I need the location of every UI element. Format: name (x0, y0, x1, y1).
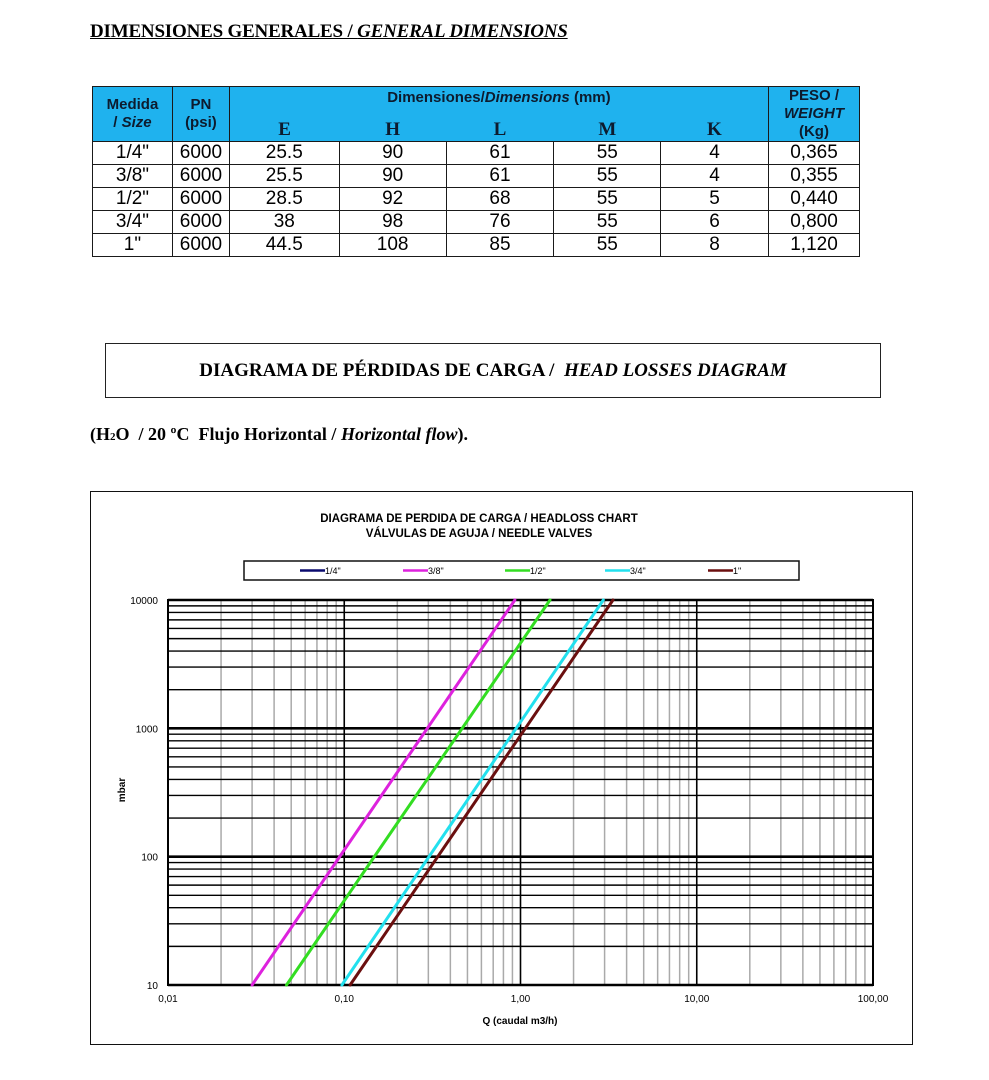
section-title-main: DIMENSIONES GENERALES / (90, 21, 358, 42)
legend-label: 1/2" (530, 566, 546, 576)
cell-pn: 6000 (172, 165, 229, 188)
cell-size: 3/8" (93, 165, 173, 188)
header-size-line1: Medida (106, 96, 159, 113)
banner-main: DIAGRAMA DE PÉRDIDAS DE CARGA / (199, 359, 564, 381)
cell-m: 55 (554, 234, 661, 257)
chart-title: DIAGRAMA DE PERDIDA DE CARGA / HEADLOSS CHART (320, 513, 638, 525)
cell-k: 4 (661, 142, 769, 165)
section-title-italic: GENERAL DIMENSIONS (357, 21, 568, 42)
cell-e: 28.5 (229, 188, 339, 211)
header-col-k: K (661, 111, 769, 142)
cell-weight: 0,355 (768, 165, 859, 188)
cell-weight: 0,365 (768, 142, 859, 165)
cell-pn: 6000 (172, 142, 229, 165)
cell-m: 55 (554, 211, 661, 234)
header-dim-main: Dimensiones/ (387, 89, 485, 106)
header-col-m: M (554, 111, 661, 142)
header-dim-unit: (mm) (569, 89, 611, 106)
header-size-prefix: / (113, 114, 122, 131)
series-line-2 (287, 600, 551, 985)
cell-e: 38 (229, 211, 339, 234)
conditions-close: ). (457, 424, 468, 444)
conditions-sub: 2 (110, 431, 116, 443)
header-col-l: L (446, 111, 554, 142)
conditions-mid: O / 20 ºC Flujo Horizontal / (115, 424, 341, 444)
cell-h: 108 (339, 234, 446, 257)
header-col-e: E (229, 111, 339, 142)
conditions-italic: Horizontal flow (340, 424, 458, 444)
cell-e: 25.5 (229, 142, 339, 165)
cell-m: 55 (554, 142, 661, 165)
header-col-h: H (339, 111, 446, 142)
y-tick-label: 1000 (135, 724, 158, 736)
x-tick-label: 100,00 (857, 994, 889, 1005)
cell-weight: 0,800 (768, 211, 859, 234)
header-weight-line3: (Kg) (798, 123, 829, 140)
legend-label: 1" (733, 566, 742, 576)
x-tick-label: 10,00 (684, 994, 710, 1005)
cell-l: 76 (446, 211, 554, 234)
cell-m: 55 (554, 165, 661, 188)
chart-subtitle: VÁLVULAS DE AGUJA / NEEDLE VALVES (365, 528, 593, 540)
x-tick-label: 0,01 (158, 994, 178, 1005)
cell-k: 5 (661, 188, 769, 211)
cell-h: 90 (339, 142, 446, 165)
cell-h: 92 (339, 188, 446, 211)
cell-m: 55 (554, 188, 661, 211)
x-tick-label: 1,00 (510, 994, 531, 1005)
cell-size: 3/4" (93, 211, 173, 234)
cell-weight: 0,440 (768, 188, 859, 211)
y-tick-label: 10 (146, 981, 158, 992)
cell-pn: 6000 (172, 188, 229, 211)
header-pn-line2: (psi) (185, 114, 217, 131)
cell-l: 61 (446, 142, 554, 165)
legend-label: 3/4" (630, 566, 646, 576)
series-line-3 (342, 600, 603, 985)
x-axis-label: Q (caudal m3/h) (482, 1016, 558, 1027)
legend-label: 3/8" (428, 566, 444, 576)
y-tick-label: 100 (141, 852, 158, 864)
cell-h: 98 (339, 211, 446, 234)
header-dim-italic: Dimensions (484, 89, 570, 106)
cell-l: 68 (446, 188, 554, 211)
conditions-open: (H (90, 424, 110, 444)
banner-italic: HEAD LOSSES DIAGRAM (563, 359, 787, 381)
cell-size: 1/2" (93, 188, 173, 211)
x-tick-label: 0,10 (334, 994, 354, 1005)
cell-k: 6 (661, 211, 769, 234)
y-tick-label: 10000 (130, 596, 158, 607)
cell-e: 44.5 (229, 234, 339, 257)
header-weight-line2: WEIGHT (783, 105, 844, 122)
header-weight-line1: PESO / (788, 87, 839, 104)
cell-l: 85 (446, 234, 554, 257)
header-size-italic: Size (121, 114, 152, 131)
legend-label: 1/4" (325, 566, 341, 576)
header-pn-line1: PN (190, 96, 212, 113)
cell-l: 61 (446, 165, 554, 188)
chart-x-ticks (158, 994, 888, 1005)
cell-h: 90 (339, 165, 446, 188)
cell-k: 4 (661, 165, 769, 188)
chart-y-ticks (130, 596, 158, 992)
cell-size: 1/4" (93, 142, 173, 165)
cell-size: 1" (93, 234, 173, 257)
cell-weight: 1,120 (768, 234, 859, 257)
cell-pn: 6000 (172, 211, 229, 234)
cell-e: 25.5 (229, 165, 339, 188)
cell-pn: 6000 (172, 234, 229, 257)
y-axis-label: mbar (117, 777, 128, 803)
chart-series (252, 600, 613, 985)
cell-k: 8 (661, 234, 769, 257)
